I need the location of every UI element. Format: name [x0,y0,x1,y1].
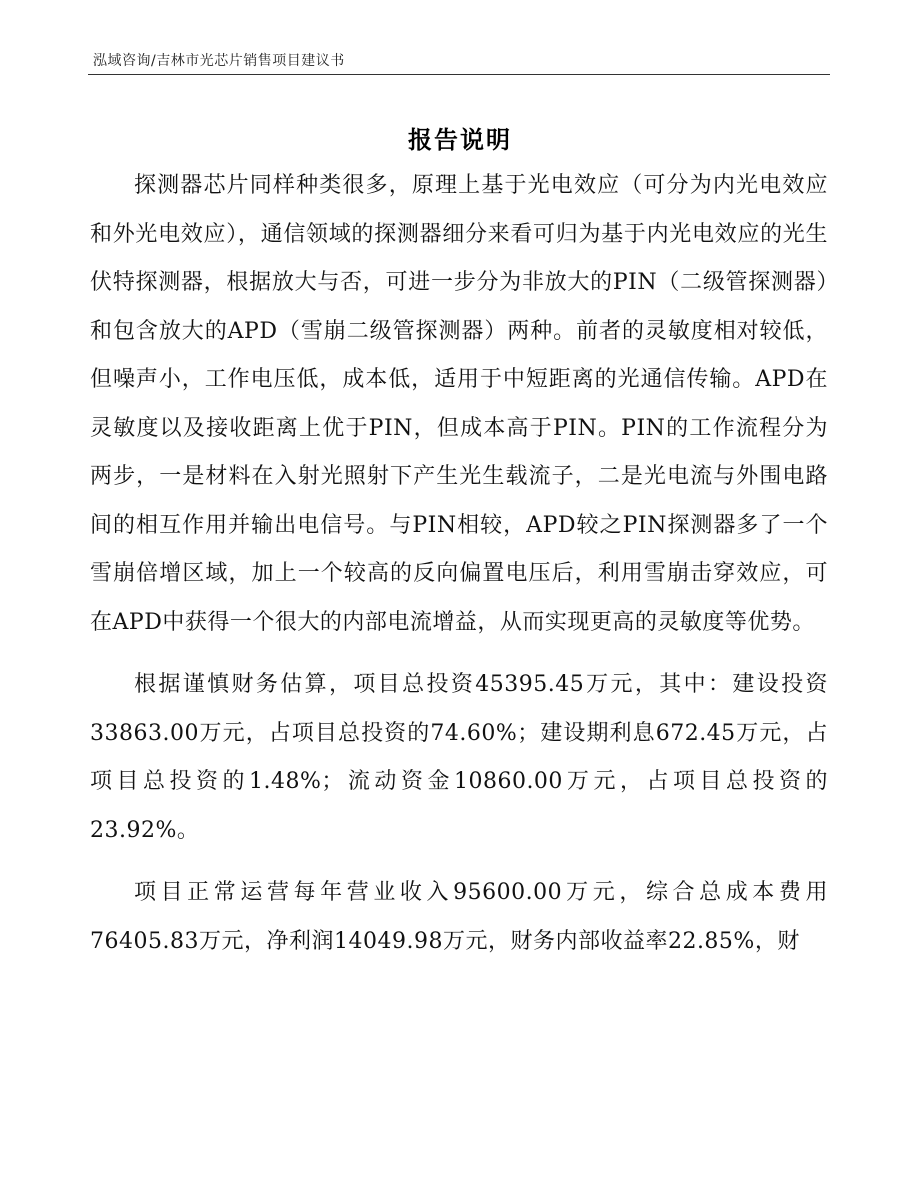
document-body [90,162,828,966]
paragraph-detector-chips: 探测器芯片同样种类很多，原理上基于光电效应（可分为内光电效应和外光电效应），通信领域的探测器细分来看可归为基于内光电效应的光生伏特探测器，根据放大与否，可进一步分为非放大的PIN（二级管探测器）和包含放大的APD（雪崩二级管探测器）两种。前者的灵敏度相对较低，但噪声小，工作电压低，成本低，适用于中短距离的光通信传输。APD在灵敏度以及接收距离上优于PIN，但成本高于PIN。PIN的工作流程分为两步，一是材料在入射光照射下产生光生载流子，二是光电流与外围电路间的相互作用并输出电信号。与PIN相较，APD较之PIN探测器多了一个雪崩倍增区域，加上一个较高的反向偏置电压后，利用雪崩击穿效应，可在APD中获得一个很大的内部电流增益，从而实现更高的灵敏度等优势。 [90,173,828,635]
running-header: 泓域咨询/吉林市光芯片销售项目建议书 [93,53,345,69]
section-title: 报告说明 [408,125,512,154]
paragraph-investment-estimate: 根据谨慎财务估算，项目总投资45395.45万元，其中：建设投资33863.00万元，占项目总投资的74.60%；建设期利息672.45万元，占项目总投资的1.48%；流动资金10860.00万元，占项目总投资的23.92%。 [90,672,828,843]
header-divider [88,74,830,75]
paragraph-operating-revenue: 项目正常运营每年营业收入95600.00万元，综合总成本费用76405.83万元，净利润14049.98万元，财务内部收益率22.85%，财 [90,880,828,954]
